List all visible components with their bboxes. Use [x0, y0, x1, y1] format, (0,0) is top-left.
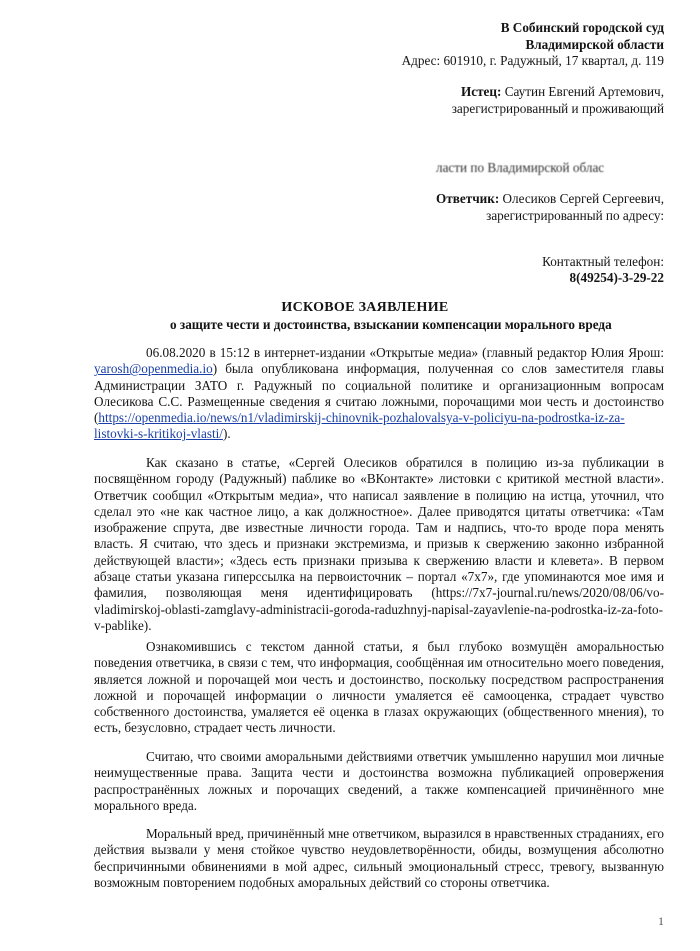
editor-email-link[interactable]: yarosh@openmedia.io: [94, 361, 213, 377]
p1-text-b: ) была опубликована информация, полученная со слов заместителя главы Администрации ЗАТО г. Радужный по социальной политике и организационным вопросам Олесикова С.С. Размещенные сведения я считаю ложными, порочащими мои честь и достоинство (: [94, 361, 664, 426]
p1-text-a: 06.08.2020 в 15:12 в интернет-издании «Открытые медиа» (главный редактор Юлия Ярош:: [146, 345, 664, 360]
plaintiff-partial-line: ласти по Владимирской облас: [436, 160, 605, 175]
contact-phone-value: 8(49254)-3-29-22: [569, 270, 664, 285]
plaintiff-registration: зарегистрированный и проживающий: [451, 101, 664, 116]
defendant-line: [436, 191, 664, 207]
plaintiff-name: Саутин Евгений Артемович,: [504, 84, 664, 99]
court-address: Адрес: 601910, г. Радужный, 17 квартал, д. 119: [401, 53, 664, 68]
paragraph-1: [94, 345, 664, 443]
paragraph-4: Считаю, что своими аморальными действиями ответчик умышленно нарушил мои личные неимущественные права. Защита чести и достоинства возможна публикацией опровержения распространённых ложных и порочащих сведений, а также компенсацией причинённого мне морального вреда.: [94, 749, 664, 813]
defendant-label: Ответчик:: [436, 191, 500, 206]
redaction-defendant-address: [440, 224, 670, 238]
paragraph-5: Моральный вред, причинённый мне ответчиком, выразился в нравственных страданиях, его действия вызвали у меня стойкое чувство неудовлетворённости, обиды, возмущения абсолютно беспричинными обвинениями в мой адрес, сильный эмоциональный стресс, тревогу, вызванную возможным повторением подобных аморальных действий со стороны ответчика.: [94, 826, 665, 890]
redaction-plaintiff-address: [420, 116, 670, 130]
defendant-name: Олесиков Сергей Сергеевич,: [502, 191, 664, 206]
court-name: В Собинский городской суд: [500, 20, 664, 35]
article-link[interactable]: https://openmedia.io/news/n1/vladimirskij-chinovnik-pozhalovalsya-v-policiyu-na-podrostka-iz-za-listovki-s-kritikoj-vlasti/: [94, 410, 625, 442]
defendant-registration: зарегистрированный по адресу:: [486, 208, 664, 223]
paragraph-3: Ознакомившись с текстом данной статьи, я был глубоко возмущён аморальностью поведения ответчика, в связи с тем, что информация, сообщённая им относительно моего поведения, является ложной и порочащей мои честь и достоинство, поскольку посредством распространения ложной и порочащей информации о личности умаляется её самооценка, страдает чувство собственного достоинства, умаляется её оценка в глазах окружающих (общественного мнения), то есть, безусловно, страдает честь личности.: [94, 639, 664, 736]
document-title: ИСКОВОЕ ЗАЯВЛЕНИЕ: [281, 300, 449, 315]
redaction-plaintiff-address-2: [380, 131, 670, 145]
contact-phone-label: Контактный телефон:: [542, 254, 664, 269]
paragraph-2: Как сказано в статье, «Сергей Олесиков обратился в полицию из-за публикации в посвящённом городу (Радужный) паблике во «ВКонтакте» листовки с критикой местной власти». Ответчик сообщил «Открытым медиа», что написал заявление в полицию на истца, уточнил, что сделал это «не как частное лицо, а как должностное». Далее приводятся цитаты ответчика: «Там изображение спрута, две известные личности города. Там и надпись, что-то вроде пора менять власть. Я считаю, что здесь и признаки экстремизма, и призыв к свержению законно избранной действующей власти»; «Здесь есть признаки призыва к свержению власти и клевета». В первом абзаце статьи указана гиперссылка на первоисточник – портал «7х7», где упоминаются мое имя и фамилия, позволяющая меня идентифицировать (https://7x7-journal.ru/news/2020/08/06/vo-vladimirskoj-oblasti-zamglavy-administracii-goroda-raduzhnyj-napisal-zayavlenie-na-podrostka-iz-za-foto-v-pablike).: [94, 455, 664, 633]
court-region: Владимирской области: [525, 37, 664, 52]
plaintiff-line: [461, 84, 664, 100]
document-subtitle: о защите чести и достоинства, взыскании компенсации морального вреда: [170, 317, 612, 332]
plaintiff-label: Истец:: [460, 84, 502, 99]
page-number: 1: [658, 914, 664, 928]
p1-text-c: ).: [222, 426, 231, 442]
